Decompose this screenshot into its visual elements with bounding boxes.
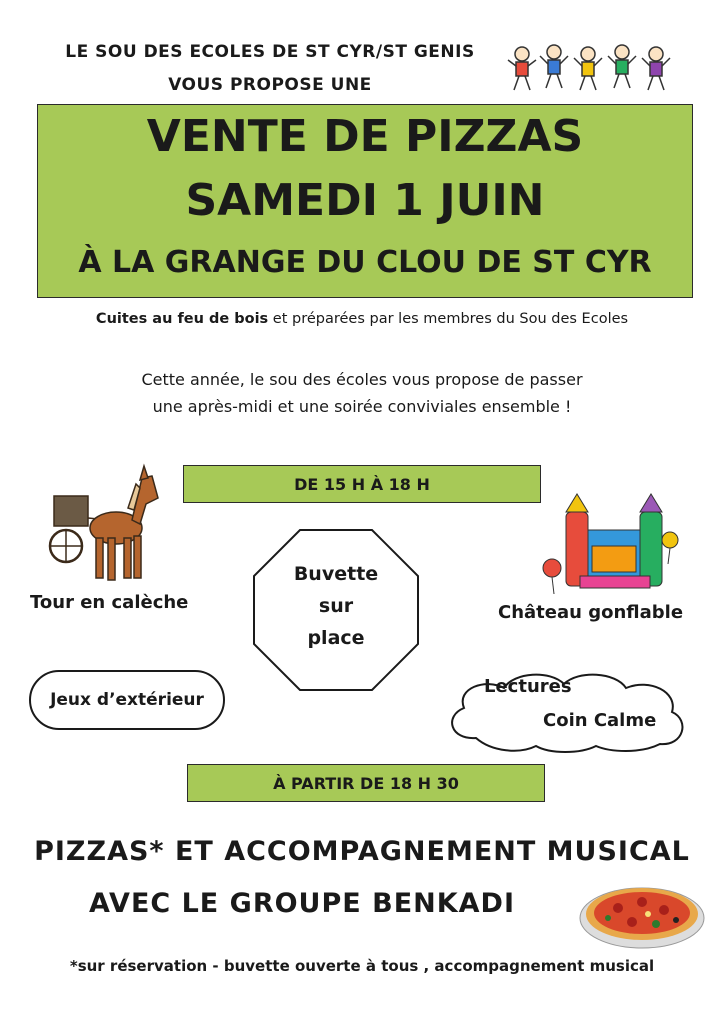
intro-text	[0, 366, 724, 420]
afternoon-time-label: DE 15 H À 18 H	[294, 474, 430, 494]
title-line-3: À LA GRANGE DU CLOU DE ST CYR	[78, 245, 652, 280]
chateau-label: Château gonflable	[498, 602, 684, 623]
caleche-label: Tour en calèche	[30, 592, 189, 613]
buvette-text	[248, 558, 424, 654]
evening-time-band	[187, 764, 545, 802]
horse-carriage-icon	[48, 458, 160, 586]
buvette-line-1: Buvette	[293, 563, 379, 585]
jeux-exterieur-badge	[29, 670, 225, 730]
coin-calme-label: Coin Calme	[543, 710, 657, 731]
evening-line-2: AVEC LE GROUPE BENKADI	[88, 888, 516, 919]
title-line-2: SAMEDI 1 JUIN	[185, 175, 545, 226]
lectures-label: Lectures	[484, 676, 572, 697]
header-line-2: VOUS PROPOSE UNE	[168, 75, 372, 95]
intro-line-1: Cette année, le sou des écoles vous propose de passer	[141, 370, 583, 389]
title-line-1: VENTE DE PIZZAS	[146, 111, 584, 162]
subtitle-rest: et préparées par les membres du Sou des Ecoles	[268, 311, 629, 327]
buvette-line-2: sur	[318, 595, 354, 617]
header-line-1: LE SOU DES ECOLES DE ST CYR/ST GENIS	[65, 42, 475, 62]
buvette-line-3: place	[307, 627, 365, 649]
jeux-label: Jeux d’extérieur	[50, 690, 204, 710]
title-box	[37, 104, 693, 298]
pizza-icon	[578, 878, 706, 950]
intro-line-2: une après-midi et une soirée conviviales ensemble !	[152, 397, 572, 416]
kids-illustration-icon	[504, 40, 684, 98]
subtitle-bold: Cuites au feu de bois	[95, 311, 269, 327]
afternoon-time-band	[183, 465, 541, 503]
bouncy-castle-icon	[540, 490, 680, 600]
evening-line-1: PIZZAS* ET ACCOMPAGNEMENT MUSICAL	[34, 836, 690, 867]
footnote: *sur réservation - buvette ouverte à tous , accompagnement musical	[69, 957, 655, 975]
evening-time-label: À PARTIR DE 18 H 30	[273, 773, 459, 793]
subtitle	[0, 311, 724, 327]
